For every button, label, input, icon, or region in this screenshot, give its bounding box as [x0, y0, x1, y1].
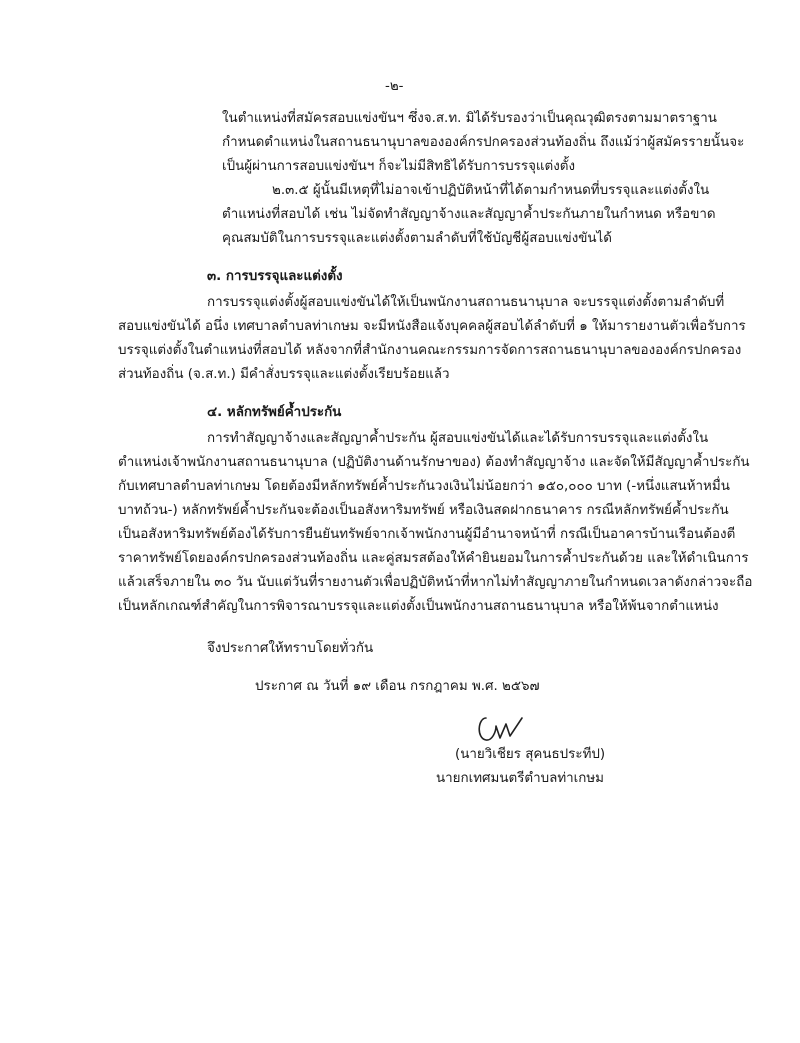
paragraph-line: เป็นผู้ผ่านการสอบแข่งขันฯ ก็จะไม่มีสิทธิได้รับการบรรจุแต่งตั้ง	[222, 159, 576, 174]
signer-title: นายกเทศมนตรีตำบลท่าเกษม	[436, 771, 605, 786]
section-3-heading: ๓. การบรรจุและแต่งตั้ง	[207, 269, 343, 284]
paragraph-line: กำหนดตำแหน่งในสถานธนานุบาลขององค์กรปกครองส่วนท้องถิ่น ถึงแม้ว่าผู้สมัครรายนั้นจะ	[222, 135, 745, 150]
section-4-line: เป็นอสังหาริมทรัพย์ต้องได้รับการยืนยันทรัพย์จากเจ้าพนักงานผู้มีอำนาจหน้าที่ กรณีเป็นอาคารบ้านเรือนต้องตี	[118, 527, 736, 542]
section-3-line: สอบแข่งขันได้ อนึ่ง เทศบาลตำบลท่าเกษม จะมีหนังสือแจ้งบุคคลผู้สอบได้ลำดับที่ ๑ ให้มารายงานตัวเพื่อรับการ	[118, 319, 746, 334]
paragraph-line: คุณสมบัติในการบรรจุและแต่งตั้งตามลำดับที่ใช้บัญชีผู้สอบแข่งขันได้	[222, 231, 612, 246]
section-3-line: บรรจุแต่งตั้งในตำแหน่งที่สอบได้ หลังจากที่สำนักงานคณะกรรมการจัดการสถานธนานุบาลขององค์กรปกครอง	[118, 343, 742, 358]
section-4-line: ราคาทรัพย์โดยองค์กรปกครองส่วนท้องถิ่น และคู่สมรสต้องให้คำยินยอมในการค้ำประกันด้วย และให้ดำเนินการ	[118, 551, 749, 566]
paragraph-line: ๒.๓.๕ ผู้นั้นมีเหตุที่ไม่อาจเข้าปฏิบัติหน้าที่ได้ตามกำหนดที่บรรจุและแต่งตั้งใน	[272, 183, 710, 198]
section-4-heading: ๔. หลักทรัพย์ค้ำประกัน	[207, 405, 342, 420]
section-4-line: เป็นหลักเกณฑ์สำคัญในการพิจารณาบรรจุและแต่งตั้งเป็นพนักงานสถานธนานุบาล หรือให้พ้นจากตำแหน่ง	[118, 599, 719, 614]
signer-name: (นายวิเชียร สุคนธประทีป)	[455, 747, 606, 762]
announcement-line: จึงประกาศให้ทราบโดยทั่วกัน	[207, 641, 374, 656]
paragraph-line: ในตำแหน่งที่สมัครสอบแข่งขันฯ ซึ่งจ.ส.ท. มิได้รับรองว่าเป็นคุณวุฒิตรงตามมาตราฐาน	[222, 111, 717, 126]
section-4-line: กับเทศบาลตำบลท่าเกษม โดยต้องมีหลักทรัพย์ค้ำประกันวงเงินไม่น้อยกว่า ๑๕๐,๐๐๐ บาท (-หนึ่งแสนห้าหมื่น	[118, 479, 730, 494]
paragraph-line: ตำแหน่งที่สอบได้ เช่น ไม่จัดทำสัญญาจ้างและสัญญาค้ำประกันภายในกำหนด หรือขาด	[222, 207, 716, 222]
section-3-line: ส่วนท้องถิ่น (จ.ส.ท.) มีคำสั่งบรรจุและแต่งตั้งเรียบร้อยแล้ว	[118, 367, 450, 382]
section-4-line: แล้วเสร็จภายใน ๓๐ วัน นับแต่วันที่รายงานตัวเพื่อปฏิบัติหน้าที่หากไม่ทำสัญญาภายในกำหนดเวลาดังกล่าวจะถือ	[118, 575, 753, 590]
page-number: -๒-	[385, 79, 404, 94]
signature-image	[474, 712, 544, 746]
section-4-line: การทำสัญญาจ้างและสัญญาค้ำประกัน ผู้สอบแข่งขันได้และได้รับการบรรจุและแต่งตั้งใน	[207, 431, 709, 446]
section-4-line: บาทถ้วน-) หลักทรัพย์ค้ำประกันจะต้องเป็นอสังหาริมทรัพย์ หรือเงินสดฝากธนาคาร กรณีหลักทรัพย์ค้ำประกัน	[118, 503, 729, 518]
section-4-line: ตำแหน่งเจ้าพนักงานสถานธนานุบาล (ปฏิบัติงานด้านรักษาของ) ต้องทำสัญญาจ้าง และจัดให้มีสัญญาค้ำประกัน	[118, 455, 750, 470]
section-3-line: การบรรจุแต่งตั้งผู้สอบแข่งขันได้ให้เป็นพนักงานสถานธนานุบาล จะบรรจุแต่งตั้งตามลำดับที่	[207, 295, 725, 310]
date-line: ประกาศ ณ วันที่ ๑๙ เดือน กรกฎาคม พ.ศ. ๒๕๖๗	[255, 679, 540, 694]
